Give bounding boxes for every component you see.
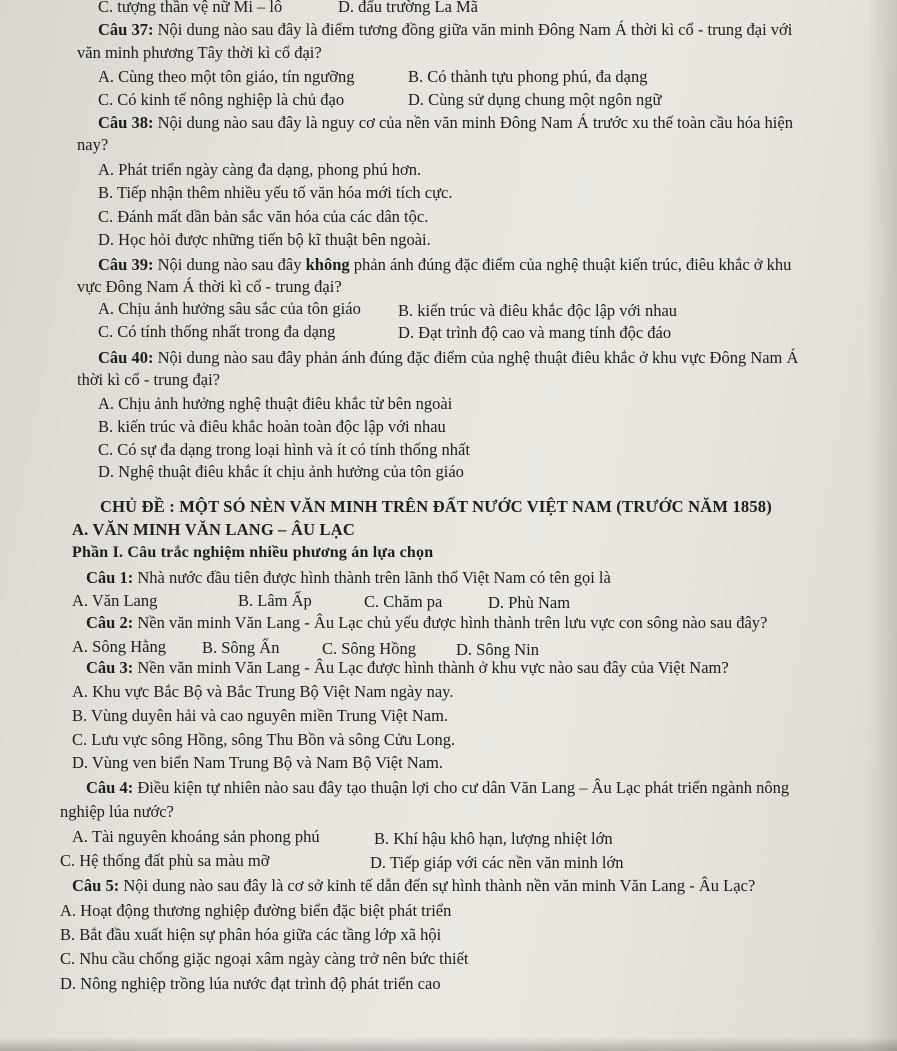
c2-label: Câu 2: xyxy=(86,613,134,632)
c4-option-b: B. Khí hậu khô hạn, lượng nhiệt lớn xyxy=(374,829,613,848)
q39-option-a: A. Chịu ảnh hưởng sâu sắc của tôn giáo xyxy=(98,299,361,318)
c5-option-a: A. Hoạt động thương nghiệp đường biển đặc biệt phát triển xyxy=(60,901,452,920)
c1-option-c: C. Chăm pa xyxy=(364,592,443,611)
q39-stem-line1 xyxy=(98,254,791,276)
q39-stem-line2: vực Đông Nam Á thời kì cổ - trung đại? xyxy=(77,277,342,296)
q38-option-b: B. Tiếp nhận thêm nhiều yếu tố văn hóa mới tích cực. xyxy=(98,183,453,202)
q39-text-post: phản ánh đúng đặc điểm của nghệ thuật kiến trúc, điêu khắc ở khu xyxy=(349,255,792,274)
topic-heading: CHỦ ĐỀ : MỘT SÓ NÈN VĂN MINH TRÊN ĐẤT NƯỚC VIỆT NAM (TRƯỚC NĂM 1858) xyxy=(100,497,772,516)
c3-text: Nền văn minh Văn Lang - Âu Lạc được hình thành ở khu vực nào sau đây của Việt Nam? xyxy=(133,658,729,677)
q38-stem-line2: nay? xyxy=(77,135,109,154)
q36-option-d: D. đấu trường La Mã xyxy=(338,0,479,16)
q38-label: Câu 38: xyxy=(98,113,154,132)
c1-label: Câu 1: xyxy=(86,568,134,587)
q38-option-a: A. Phát triển ngày càng đa dạng, phong phú hơn. xyxy=(98,160,422,179)
q38-option-c: C. Đánh mất dần bản sắc văn hóa của các dân tộc. xyxy=(98,207,429,226)
q37-option-a: A. Cùng theo một tôn giáo, tín ngưỡng xyxy=(98,67,355,86)
c5-label: Câu 5: xyxy=(72,876,120,895)
c4-option-c: C. Hệ thống đất phù sa màu mỡ xyxy=(60,851,270,870)
c1-text: Nhà nước đầu tiên được hình thành trên lãnh thổ Việt Nam có tên gọi là xyxy=(133,568,611,587)
q40-stem-line2: thời kì cổ - trung đại? xyxy=(77,370,220,389)
c5-text: Nội dung nào sau đây là cơ sở kinh tế dẫn đến sự hình thành nền văn minh Văn Lang - Âu Lạc? xyxy=(119,876,756,895)
q39-text-emphasis: không xyxy=(305,255,350,274)
c3-label: Câu 3: xyxy=(86,658,134,677)
c4-option-a: A. Tài nguyên khoáng sản phong phú xyxy=(72,827,320,846)
page-shadow-bottom xyxy=(0,1037,897,1051)
q37-stem-line1 xyxy=(98,19,792,41)
c2-option-d: D. Sông Nin xyxy=(456,640,539,659)
q39-option-c: C. Có tính thống nhất trong đa dạng xyxy=(98,322,336,341)
c3-option-d: D. Vùng ven biển Nam Trung Bộ và Nam Bộ Việt Nam. xyxy=(72,753,444,772)
q40-text: Nội dung nào sau đây phản ánh đúng đặc điểm của nghệ thuật điêu khắc ở khu vực Đông Nam Á xyxy=(153,348,799,367)
c4-stem-line2: nghiệp lúa nước? xyxy=(60,802,174,821)
q40-label: Câu 40: xyxy=(98,348,154,367)
c5-option-b: B. Bắt đầu xuất hiện sự phân hóa giữa các tầng lớp xã hội xyxy=(60,925,442,944)
c3-option-c: C. Lưu vực sông Hồng, sông Thu Bồn và sông Cửu Long. xyxy=(72,730,456,749)
c5-stem xyxy=(72,875,755,897)
q37-option-c: C. Có kinh tế nông nghiệp là chủ đạo xyxy=(98,90,345,109)
c1-stem xyxy=(86,567,611,589)
c4-option-d: D. Tiếp giáp với các nền văn minh lớn xyxy=(370,853,624,872)
c3-option-a: A. Khu vực Bắc Bộ và Bắc Trung Bộ Việt Nam ngày nay. xyxy=(72,682,454,701)
part1-heading: Phần I. Câu trắc nghiệm nhiều phương án lựa chọn xyxy=(72,544,434,561)
q39-option-b: B. kiến trúc và điêu khắc độc lập với nhau xyxy=(398,301,678,320)
q38-option-d: D. Học hỏi được những tiến bộ kĩ thuật bên ngoài. xyxy=(98,230,431,249)
q37-text: Nội dung nào sau đây là điểm tương đồng giữa văn minh Đông Nam Á thời kì cổ - trung đại với xyxy=(153,20,793,39)
c1-option-b: B. Lâm Ấp xyxy=(238,591,312,610)
q40-option-d: D. Nghệ thuật điêu khắc ít chịu ảnh hưởng của tôn giáo xyxy=(98,462,464,481)
c4-text: Điều kiện tự nhiên nào sau đây tạo thuận lợi cho cư dân Văn Lang – Âu Lạc phát triển ngành nông xyxy=(133,778,790,797)
q40-stem-line1 xyxy=(98,347,798,369)
c5-option-d: D. Nông nghiệp trồng lúa nước đạt trình độ phát triển cao xyxy=(60,974,441,993)
q38-stem-line1 xyxy=(98,112,793,134)
c3-stem xyxy=(86,657,729,679)
q40-option-c: C. Có sự đa dạng trong loại hình và ít có tính thống nhất xyxy=(98,440,470,459)
c3-option-b: B. Vùng duyên hải và cao nguyên miền Trung Việt Nam. xyxy=(72,706,449,725)
c2-stem xyxy=(86,612,767,634)
q39-label: Câu 39: xyxy=(98,255,154,274)
c5-option-c: C. Nhu cầu chống giặc ngoại xâm ngày càng trở nên bức thiết xyxy=(60,949,469,968)
page-shadow-right xyxy=(867,0,897,1051)
q40-option-b: B. kiến trúc và điêu khắc hoàn toàn độc lập với nhau xyxy=(98,417,446,436)
c4-label: Câu 4: xyxy=(86,778,134,797)
c2-text: Nền văn minh Văn Lang - Âu Lạc chủ yếu được hình thành trên lưu vực con sông nào sau đây? xyxy=(133,613,768,632)
section-a-heading: A. VĂN MINH VĂN LANG – ÂU LẠC xyxy=(72,520,355,539)
c1-option-a: A. Văn Lang xyxy=(72,591,158,610)
q37-stem-line2: văn minh phương Tây thời kì cổ đại? xyxy=(77,43,322,62)
q40-option-a: A. Chịu ảnh hưởng nghệ thuật điêu khắc từ bên ngoài xyxy=(98,394,453,413)
q37-label: Câu 37: xyxy=(98,20,154,39)
q36-option-c: C. tượng thần vệ nữ Mi – lô xyxy=(98,0,283,16)
c2-option-b: B. Sông Ấn xyxy=(202,638,280,657)
q38-text: Nội dung nào sau đây là nguy cơ của nền văn minh Đông Nam Á trước xu thế toàn cầu hóa hiện xyxy=(153,113,793,132)
c1-option-d: D. Phù Nam xyxy=(488,593,571,612)
q39-option-d: D. Đạt trình độ cao và mang tính độc đáo xyxy=(398,323,672,342)
q37-option-d: D. Cùng sử dụng chung một ngôn ngữ xyxy=(408,90,662,109)
c2-option-a: A. Sông Hằng xyxy=(72,637,166,656)
q39-text-pre: Nội dung nào sau đây xyxy=(153,255,306,274)
q37-option-b: B. Có thành tựu phong phú, đa dạng xyxy=(408,67,648,86)
c4-stem-line1 xyxy=(86,777,789,799)
c2-option-c: C. Sông Hồng xyxy=(322,639,416,658)
